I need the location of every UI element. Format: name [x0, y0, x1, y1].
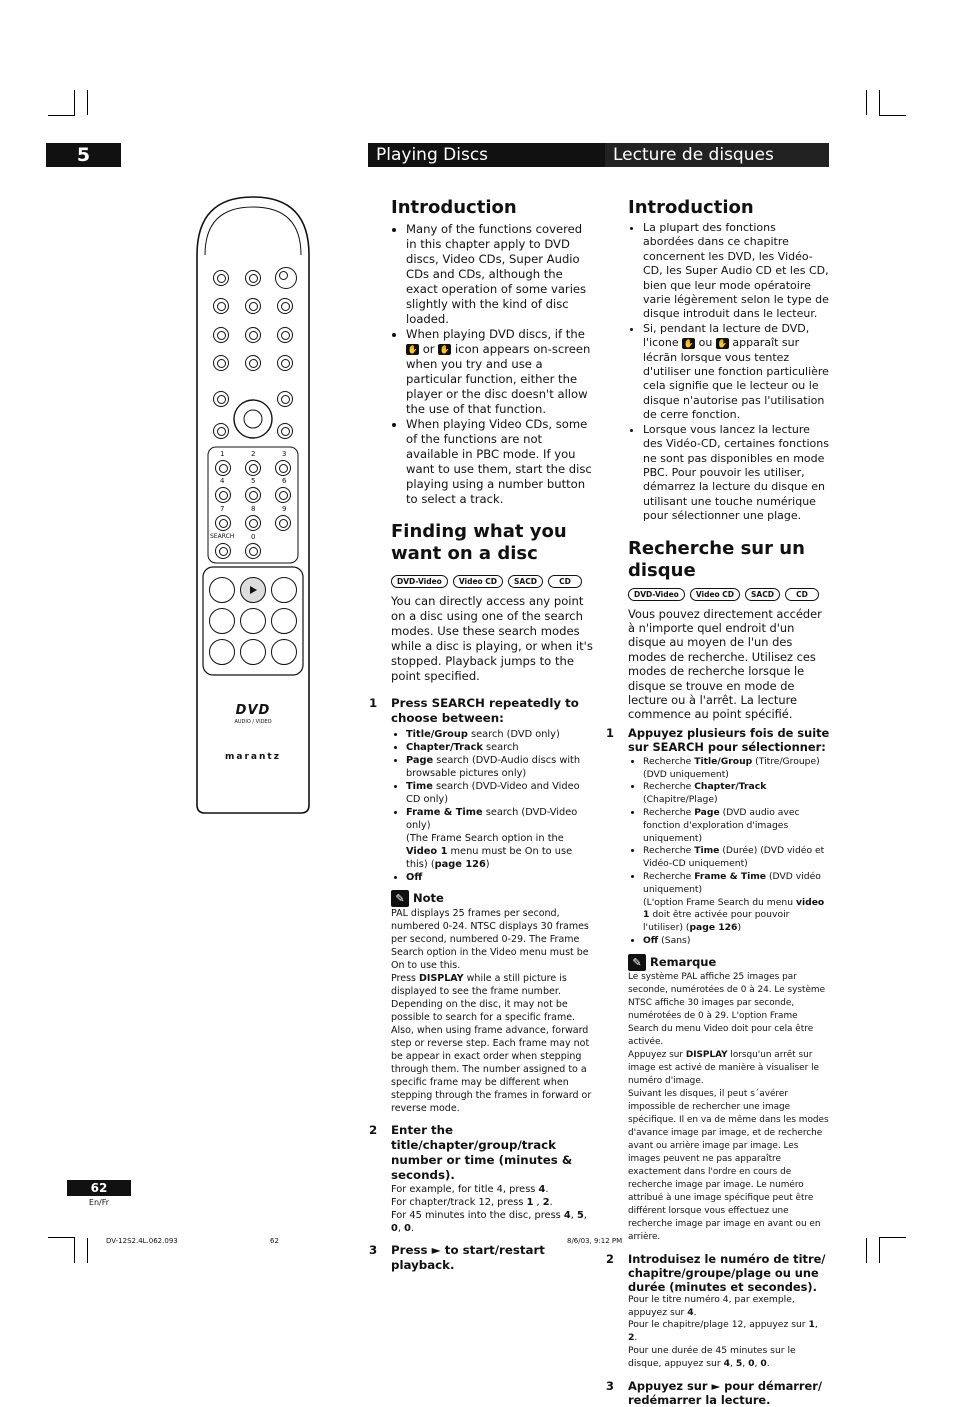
crop-mark — [879, 1237, 906, 1238]
step-2 — [606, 1252, 830, 1371]
remote-button — [277, 298, 293, 314]
transport-button — [271, 639, 297, 665]
step-1 — [369, 696, 596, 884]
crop-mark — [48, 115, 75, 116]
transport-button — [209, 608, 235, 634]
keypad-button-5 — [245, 487, 261, 503]
badge-cd: CD — [548, 575, 582, 588]
hand-prohibited-icon: ✋ — [717, 338, 728, 348]
remote-button — [245, 270, 261, 286]
transport-button — [240, 608, 266, 634]
badge-dvd-video: DVD-Video — [628, 588, 685, 601]
english-column — [369, 197, 596, 1273]
list-item: • Off — [406, 871, 596, 884]
keypad-button-1 — [215, 460, 231, 476]
disc-badges — [628, 588, 830, 601]
keypad-label: 2 — [251, 450, 256, 458]
page-number: 62 — [67, 1180, 131, 1196]
keypad-label: 3 — [282, 450, 287, 458]
crop-mark — [48, 1237, 75, 1238]
keypad-label: 9 — [282, 505, 287, 513]
list-item: • Recherche Frame & Time (DVD vidéo uniquement) (L'option Frame Search du menu video 1 doit être activée pour pouvoir l'utiliser) (page 126) — [643, 871, 830, 935]
search-options — [391, 728, 596, 884]
step-text: Appuyez plusieurs fois de suite sur SEARCH pour sélectionner: — [628, 725, 830, 754]
step-number: 2 — [369, 1123, 378, 1137]
disc-badges — [391, 575, 596, 588]
remote-button — [213, 355, 229, 371]
list-item: • When playing Video CDs, some of the functions are not available in PBC mode. If you want to use them, start the disc playing using a number button to select a track. — [406, 417, 596, 507]
keypad-label: SEARCH — [210, 533, 235, 540]
note-body: Le système PAL affiche 25 images par seconde, numérotées de 0 à 24. Le système NTSC affiche 30 images par seconde, numérotées de 0 à 29. L'option Frame Search du menu Video doit pour cela être activée. Appuyez sur DISPLAY lorsqu'un arrêt sur image est activé de manière à visualiser le numéro d'image. Suivant les disques, il peut s´avérer impossible de rechercher une image spécifique. Il en va de même dans les modes d'avance image par image, et de recherche avant ou arrière image par image. Les images peuvent ne pas apparaître exactement dans l'ordre en cours de recherche image par image. Le numéro attribué à une image spécifique peut être différent lorsque vous effectuez une recherche image par image en avant ou en arrière. — [628, 971, 829, 1242]
list-item: • Off (Sans) — [643, 935, 830, 948]
body-paragraph: Vous pouvez directement accéder à n'importe quel endroit d'un disque au moyen de l'un des modes de recherche. Utilisez ces modes de recherche lorsque le disque se trouve en mode de lecture ou à l'arrêt. La lecture commence au point spécifié. — [628, 606, 822, 722]
step-text: Press SEARCH repeatedly to choose between: — [391, 696, 579, 725]
keypad-label: 4 — [220, 477, 225, 485]
list-item: • Chapter/Track search — [406, 741, 596, 754]
step-text: Introduisez le numéro de titre/ chapitre/groupe/plage ou une durée (minutes et secondes). — [628, 1251, 826, 1294]
play-triangle-icon — [250, 586, 257, 594]
crop-mark — [879, 115, 906, 116]
crop-mark — [866, 1238, 867, 1263]
badge-video-cd: Video CD — [690, 588, 740, 601]
remote-button — [245, 327, 261, 343]
list-item: • Recherche Page (DVD audio avec fonction d'exploration d'images uniquement) — [643, 807, 830, 845]
step-number: 1 — [606, 725, 614, 740]
keypad-label: 0 — [251, 533, 256, 541]
list-item: • Recherche Chapter/Track (Chapitre/Plage) — [643, 781, 830, 807]
step-2 — [369, 1123, 596, 1235]
transport-button — [271, 577, 297, 603]
section-title: Introduction — [391, 197, 517, 218]
note-header: ✎ Note — [391, 890, 596, 907]
search-options — [628, 756, 830, 948]
french-column — [606, 197, 830, 1407]
step-number: 2 — [606, 1251, 614, 1266]
crop-mark — [879, 90, 880, 115]
transport-button — [209, 577, 235, 603]
keypad-button-8 — [245, 515, 261, 531]
keypad-button-9 — [275, 515, 291, 531]
list-item: • La plupart des fonctions abordées dans ce chapitre concernent les DVD, les Vidéo-CD, les Super Audio CD et les CD, bien que leur mode opératoire varie légèrement selon le type de disque introduit dans le lecteur. — [643, 221, 830, 322]
language-label: En/Fr — [88, 1198, 110, 1207]
keypad-button-4 — [215, 487, 231, 503]
list-item: • Frame & Time search (DVD-Video only) (The Frame Search option in the Video 1 menu must be On to use this) (page 126) — [406, 806, 596, 871]
note-header: ✎ Remarque — [628, 954, 830, 971]
remote-control-illustration — [195, 195, 311, 815]
list-item: • Many of the functions covered in this chapter apply to DVD discs, Video CDs, Super Audio CDs and CDs, although the exact operation of some varies slightly with the kind of disc loaded. — [406, 222, 596, 327]
remote-button — [277, 355, 293, 371]
step-example: Pour le chapitre/plage 12, appuyez sur 1, 2. — [628, 1319, 818, 1344]
bullet-list — [628, 221, 830, 524]
crop-mark — [87, 90, 88, 115]
note-body: PAL displays 25 frames per second, numbered 0-24. NTSC displays 30 frames per second, numbered 0-29. The Frame Search option in the Video menu must be On to use this. Press DISPLAY while a still picture is displayed to see the frame number. Depending on the disc, it may not be possible to search for a specific frame. Also, when using frame advance, forward step or reverse step. Each frame may not be appear in exact order when stepping through them. The number assigned to a specific frame may be different when stepping through the frames in forward or reverse mode. — [391, 908, 592, 1114]
badge-cd: CD — [785, 588, 819, 601]
crop-mark — [866, 90, 867, 115]
transport-button — [271, 608, 297, 634]
section-title: Recherche sur un disque — [628, 537, 805, 581]
hand-prohibited-icon: ✋ — [683, 338, 694, 348]
remote-button — [277, 391, 293, 407]
badge-sacd: SACD — [745, 588, 780, 601]
header-title-en: Playing Discs — [368, 143, 605, 167]
badge-sacd: SACD — [508, 575, 543, 588]
step-example: For chapter/track 12, press 1 , 2. — [391, 1197, 553, 1208]
keypad-button-3 — [275, 460, 291, 476]
badge-video-cd: Video CD — [453, 575, 503, 588]
chapter-number: 5 — [46, 143, 121, 167]
search-button — [215, 543, 231, 559]
step-3: 3 Appuyez sur ► pour démarrer/ redémarrer la lecture. — [606, 1378, 823, 1407]
section-title: Finding what you want on a disc — [391, 521, 567, 564]
step-number: 1 — [369, 696, 378, 710]
dvd-logo: DVD — [235, 703, 271, 718]
badge-dvd-video: DVD-Video — [391, 575, 448, 588]
remote-button — [213, 270, 229, 286]
list-item: • Recherche Time (Durée) (DVD vidéo et Vidéo-CD uniquement) — [643, 845, 830, 871]
step-3: 3 Press ► to start/restart playback. — [369, 1243, 545, 1272]
remote-button — [213, 298, 229, 314]
remote-button — [213, 391, 229, 407]
list-item: • Recherche Title/Group (Titre/Groupe) (DVD uniquement) — [643, 756, 830, 782]
step-1 — [606, 726, 830, 948]
dvd-logo-sub: AUDIO / VIDEO — [234, 719, 272, 725]
remote-button — [277, 423, 293, 439]
keypad-button-6 — [275, 487, 291, 503]
crop-mark — [879, 1238, 880, 1263]
remote-button — [213, 423, 229, 439]
body-paragraph: You can directly access any point on a disc using one of the search modes. Use these search modes while a disc is playing, or when it's stopped. Playback jumps to the point specified. — [391, 594, 593, 683]
keypad-label: 8 — [251, 505, 256, 513]
keypad-label: 5 — [251, 477, 256, 485]
crop-mark — [74, 90, 75, 115]
step-number: 3 — [606, 1378, 614, 1393]
list-item: • Time search (DVD-Video and Video CD only) — [406, 780, 596, 806]
step-example: Pour une durée de 45 minutes sur le disque, appuyez sur 4, 5, 0, 0. — [628, 1344, 796, 1369]
pencil-note-icon: ✎ — [628, 954, 646, 971]
keypad-button-7 — [215, 515, 231, 531]
step-number: 3 — [369, 1243, 378, 1257]
transport-button — [240, 639, 266, 665]
list-item: • Page search (DVD-Audio discs with browsable pictures only) — [406, 754, 596, 780]
keypad-button-0 — [245, 543, 261, 559]
step-text: Enter the title/chapter/group/track number or time (minutes & seconds). — [391, 1123, 573, 1182]
step-example: Pour le titre numéro 4, par exemple, appuyez sur 4. — [628, 1293, 795, 1318]
print-date: 8/6/03, 9:12 PM — [567, 1237, 623, 1245]
keypad-label: 1 — [220, 450, 225, 458]
section-title: Introduction — [628, 197, 754, 218]
hand-prohibited-icon: ✋ — [407, 345, 418, 354]
header-title-fr: Lecture de disques — [605, 143, 829, 167]
play-triangle-icon: ► — [431, 1243, 441, 1257]
list-item: • When playing DVD discs, if the ✋ or ✋ icon appears on-screen when you try and use a particular function, either the player or the disc doesn't allow the use of that function. — [406, 327, 596, 417]
list-item: • Title/Group search (DVD only) — [406, 728, 596, 741]
keypad-label: 6 — [282, 477, 287, 485]
remote-button — [245, 298, 261, 314]
remote-button — [213, 327, 229, 343]
play-triangle-icon: ► — [711, 1378, 721, 1393]
keypad-button-2 — [245, 460, 261, 476]
pencil-note-icon: ✎ — [391, 890, 409, 907]
doc-code: DV-12S2.4L.062.093 — [106, 1237, 178, 1245]
transport-button — [209, 639, 235, 665]
remote-button — [277, 327, 293, 343]
power-button-icon — [275, 267, 297, 289]
crop-mark — [74, 1238, 75, 1263]
step-example: For 45 minutes into the disc, press 4, 5, 0, 0. — [391, 1210, 587, 1234]
bullet-list — [391, 222, 596, 507]
step-example: For example, for title 4, press 4. — [391, 1184, 549, 1195]
crop-mark — [87, 1238, 88, 1263]
remote-button — [245, 355, 261, 371]
list-item: • Lorsque vous lancez la lecture des Vidéo-CD, certaines fonctions ne sont pas disponibles en mode PBC. Pour pouvoir les utiliser, démarrez la lecture du disque en utilisant une touche numérique pour sélectionner une plage. — [643, 423, 830, 524]
hand-prohibited-icon: ✋ — [439, 345, 450, 354]
brand-logo: marantz — [225, 752, 281, 762]
footer-page: 62 — [270, 1237, 279, 1245]
keypad-label: 7 — [220, 505, 225, 513]
list-item: • Si, pendant la lecture de DVD, l'icone ✋ ou ✋ apparaît sur lécrãn lorsque vous tentez d'utiliser une fonction particulière cela signifie que le lecteur ou le disque n'autorise pas l'utilisation de cerre fonction. — [643, 322, 830, 423]
